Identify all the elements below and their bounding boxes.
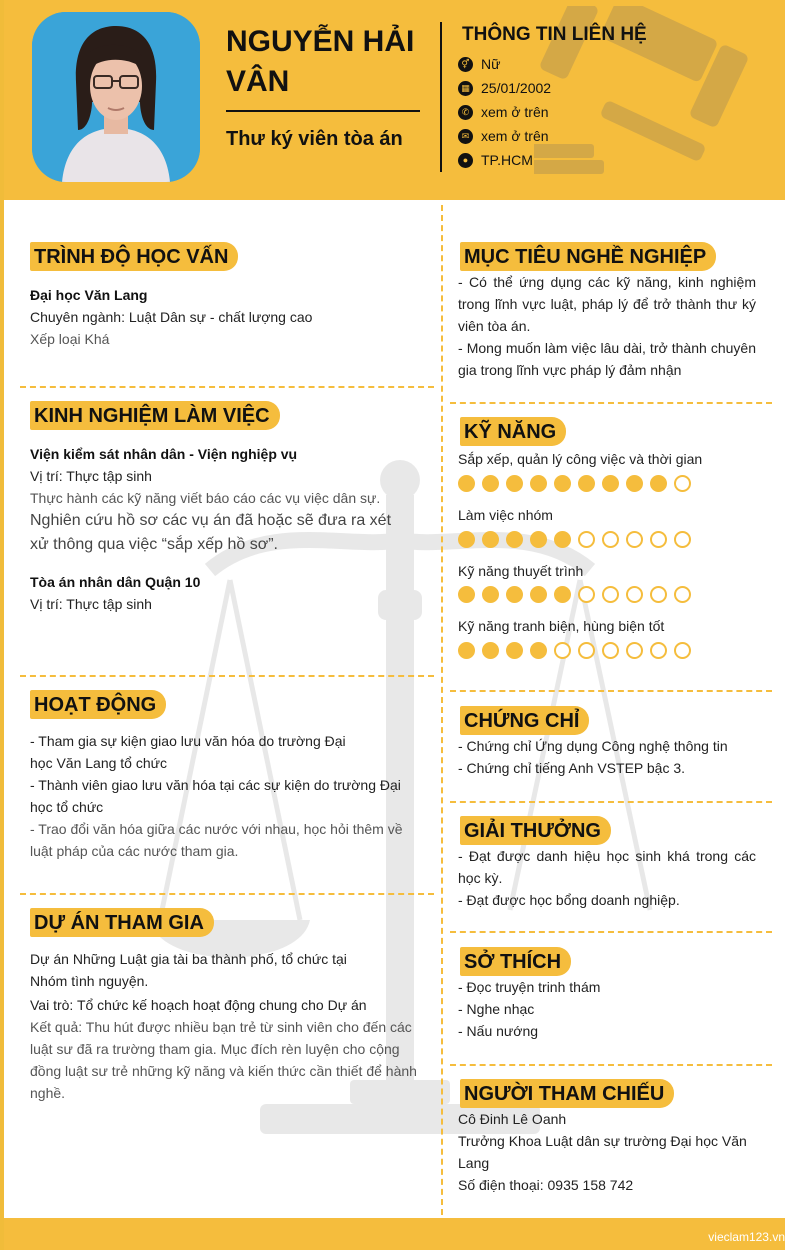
skill-rating (458, 475, 691, 492)
hobbies-content (458, 976, 758, 1042)
projects-content (30, 948, 420, 1104)
activity-item: - Tham gia sự kiện giao lưu văn hóa do trường Đại học Văn Lang tổ chức (30, 733, 346, 771)
certificates-heading: CHỨNG CHỈ (460, 706, 589, 735)
experience-role-2: Vị trí: Thực tập sinh (30, 596, 152, 612)
skill-dot-empty (554, 642, 571, 659)
objective-item: - Mong muốn làm việc lâu dài, trở thành chuyên gia trong lĩnh vực pháp lý đảm nhận (458, 340, 756, 378)
contact-phone: ✆ xem ở trên (458, 100, 551, 124)
skill-dot-filled (530, 586, 547, 603)
reference-phone: Số điện thoại: 0935 158 742 (458, 1177, 634, 1193)
certificate-item: - Chứng chỉ Ứng dụng Công nghệ thông tin (458, 738, 728, 754)
skill-dot-filled (458, 642, 475, 659)
section-separator (450, 1064, 772, 1066)
references-content (458, 1108, 758, 1196)
location-icon: ● (458, 153, 473, 168)
skill-dot-filled (554, 475, 571, 492)
contact-gender: ⚥ Nữ (458, 52, 551, 76)
skill-dot-filled (482, 642, 499, 659)
skill-dot-empty (674, 531, 691, 548)
contact-heading: THÔNG TIN LIÊN HỆ (462, 24, 647, 45)
section-separator (20, 893, 434, 895)
skills-heading: KỸ NĂNG (460, 417, 566, 446)
award-item: - Đạt được danh hiệu học sinh khá trong các học kỳ. (458, 848, 756, 886)
skill-dot-filled (554, 531, 571, 548)
certificates-content (458, 735, 758, 779)
skill-name: Sắp xếp, quản lý công việc và thời gian (458, 451, 703, 467)
section-separator (450, 931, 772, 933)
skill-dot-filled (458, 531, 475, 548)
skill-dot-filled (554, 586, 571, 603)
skill-dot-empty (578, 642, 595, 659)
skill-dot-empty (626, 586, 643, 603)
skill-dot-empty (602, 586, 619, 603)
skill-dot-filled (482, 586, 499, 603)
skill-name: Làm việc nhóm (458, 507, 553, 523)
skill-dot-filled (458, 586, 475, 603)
skill-dot-filled (602, 475, 619, 492)
contact-birthdate: ▦ 25/01/2002 (458, 76, 551, 100)
footer (4, 1218, 785, 1250)
section-separator (20, 386, 434, 388)
skill-dot-empty (602, 531, 619, 548)
skill-rating (458, 586, 691, 603)
job-title: Thư ký viên tòa án (226, 128, 403, 150)
project-name: Dự án Những Luật gia tài ba thành phố, tổ chức tại Nhóm tình nguyện. (30, 951, 347, 989)
award-item: - Đạt được học bổng doanh nghiệp. (458, 892, 680, 908)
header (4, 0, 785, 200)
skill-name: Kỹ năng tranh biện, hùng biện tốt (458, 618, 665, 634)
skill-dot-empty (626, 531, 643, 548)
activities-heading: HOẠT ĐỘNG (30, 690, 166, 719)
skill-dot-empty (626, 642, 643, 659)
projects-heading: DỰ ÁN THAM GIA (30, 908, 214, 937)
gender-icon: ⚥ (458, 57, 473, 72)
reference-name: Cô Đinh Lê Oanh (458, 1111, 567, 1127)
contact-email: ✉ xem ở trên (458, 124, 551, 148)
skill-rating (458, 531, 691, 548)
skill-dot-filled (530, 642, 547, 659)
certificate-item: - Chứng chỉ tiếng Anh VSTEP bậc 3. (458, 760, 686, 776)
column-divider (441, 205, 443, 1215)
education-major: Chuyên ngành: Luật Dân sự - chất lượng cao (30, 309, 313, 325)
contact-location: ● TP.HCM (458, 148, 551, 172)
skill-dot-filled (482, 475, 499, 492)
education-content (30, 284, 430, 350)
skill-dot-filled (506, 531, 523, 548)
experience-desc-2: Nghiên cứu hồ sơ các vụ án đã hoặc sẽ đưa ra xét xử thông qua việc “sắp xếp hồ sơ”. (30, 512, 392, 553)
skill-name: Kỹ năng thuyết trình (458, 563, 584, 579)
skill-dot-filled (650, 475, 667, 492)
skill-dot-empty (578, 531, 595, 548)
references-heading: NGƯỜI THAM CHIẾU (460, 1079, 674, 1108)
section-separator (450, 690, 772, 692)
skill-dot-empty (650, 642, 667, 659)
experience-org-1: Viện kiểm sát nhân dân - Viện nghiệp vụ (30, 446, 298, 462)
section-separator (450, 801, 772, 803)
skill-dot-empty (674, 642, 691, 659)
profile-photo (32, 12, 200, 182)
email-icon: ✉ (458, 129, 473, 144)
skill-dot-empty (650, 531, 667, 548)
skill-dot-empty (674, 586, 691, 603)
skill-dot-filled (530, 531, 547, 548)
skill-dot-filled (578, 475, 595, 492)
activities-content (30, 730, 410, 862)
candidate-name: NGUYỄN HẢI VÂN (226, 25, 415, 98)
education-school: Đại học Văn Lang (30, 287, 148, 303)
skill-dot-filled (458, 475, 475, 492)
skill-dot-filled (482, 531, 499, 548)
education-heading: TRÌNH ĐỘ HỌC VẤN (30, 242, 238, 271)
skill-dot-empty (650, 586, 667, 603)
skill-dot-filled (506, 475, 523, 492)
activity-item: - Thành viên giao lưu văn hóa tại các sự kiện do trường Đại học tổ chức (30, 777, 401, 815)
skill-dot-filled (506, 586, 523, 603)
skill-dot-empty (602, 642, 619, 659)
skill-dot-filled (506, 642, 523, 659)
skill-dot-empty (674, 475, 691, 492)
awards-content (458, 845, 756, 911)
experience-desc-1: Thực hành các kỹ năng viết báo cáo các vụ việc dân sự. (30, 490, 381, 506)
objective-content (458, 271, 756, 381)
skill-dot-filled (530, 475, 547, 492)
project-role: Vai trò: Tổ chức kế hoạch hoạt động chung cho Dự án (30, 997, 367, 1013)
footer-brand: vieclam123.vn (708, 1230, 785, 1244)
experience-content (30, 443, 410, 615)
phone-icon: ✆ (458, 105, 473, 120)
activity-item: - Trao đổi văn hóa giữa các nước với nhau, học hỏi thêm về luật pháp của các nước tham gia. (30, 821, 403, 859)
contact-list (458, 52, 551, 172)
objective-heading: MỤC TIÊU NGHỀ NGHIỆP (460, 242, 716, 271)
name-divider (226, 110, 420, 112)
section-separator (20, 675, 434, 677)
education-grade: Xếp loại Khá (30, 331, 110, 347)
project-result: Kết quả: Thu hút được nhiều bạn trẻ từ sinh viên cho đến các luật sư đã ra trường tham gia. Mục đích rèn luyện cho cộng đồng luật sư trẻ những kỹ năng và kiến thức cần thiết để hành nghề. (30, 1019, 417, 1101)
awards-heading: GIẢI THƯỞNG (460, 816, 611, 845)
hobby-item: - Nghe nhạc (458, 1001, 535, 1017)
hobbies-heading: SỞ THÍCH (460, 947, 571, 976)
experience-role-1: Vị trí: Thực tập sinh (30, 468, 152, 484)
reference-position: Trưởng Khoa Luật dân sự trường Đại học Văn Lang (458, 1133, 747, 1171)
experience-heading: KINH NGHIỆM LÀM VIỆC (30, 401, 280, 430)
skill-rating (458, 642, 691, 659)
section-separator (450, 402, 772, 404)
skill-dot-empty (578, 586, 595, 603)
objective-item: - Có thể ứng dụng các kỹ năng, kinh nghiệm trong lĩnh vực luật, pháp lý để trở thành thư ký viên tòa án. (458, 274, 756, 334)
hobby-item: - Đọc truyện trinh thám (458, 979, 601, 995)
experience-org-2: Tòa án nhân dân Quận 10 (30, 574, 201, 590)
header-divider (440, 22, 442, 172)
hobby-item: - Nấu nướng (458, 1023, 539, 1039)
skill-dot-filled (626, 475, 643, 492)
calendar-icon: ▦ (458, 81, 473, 96)
